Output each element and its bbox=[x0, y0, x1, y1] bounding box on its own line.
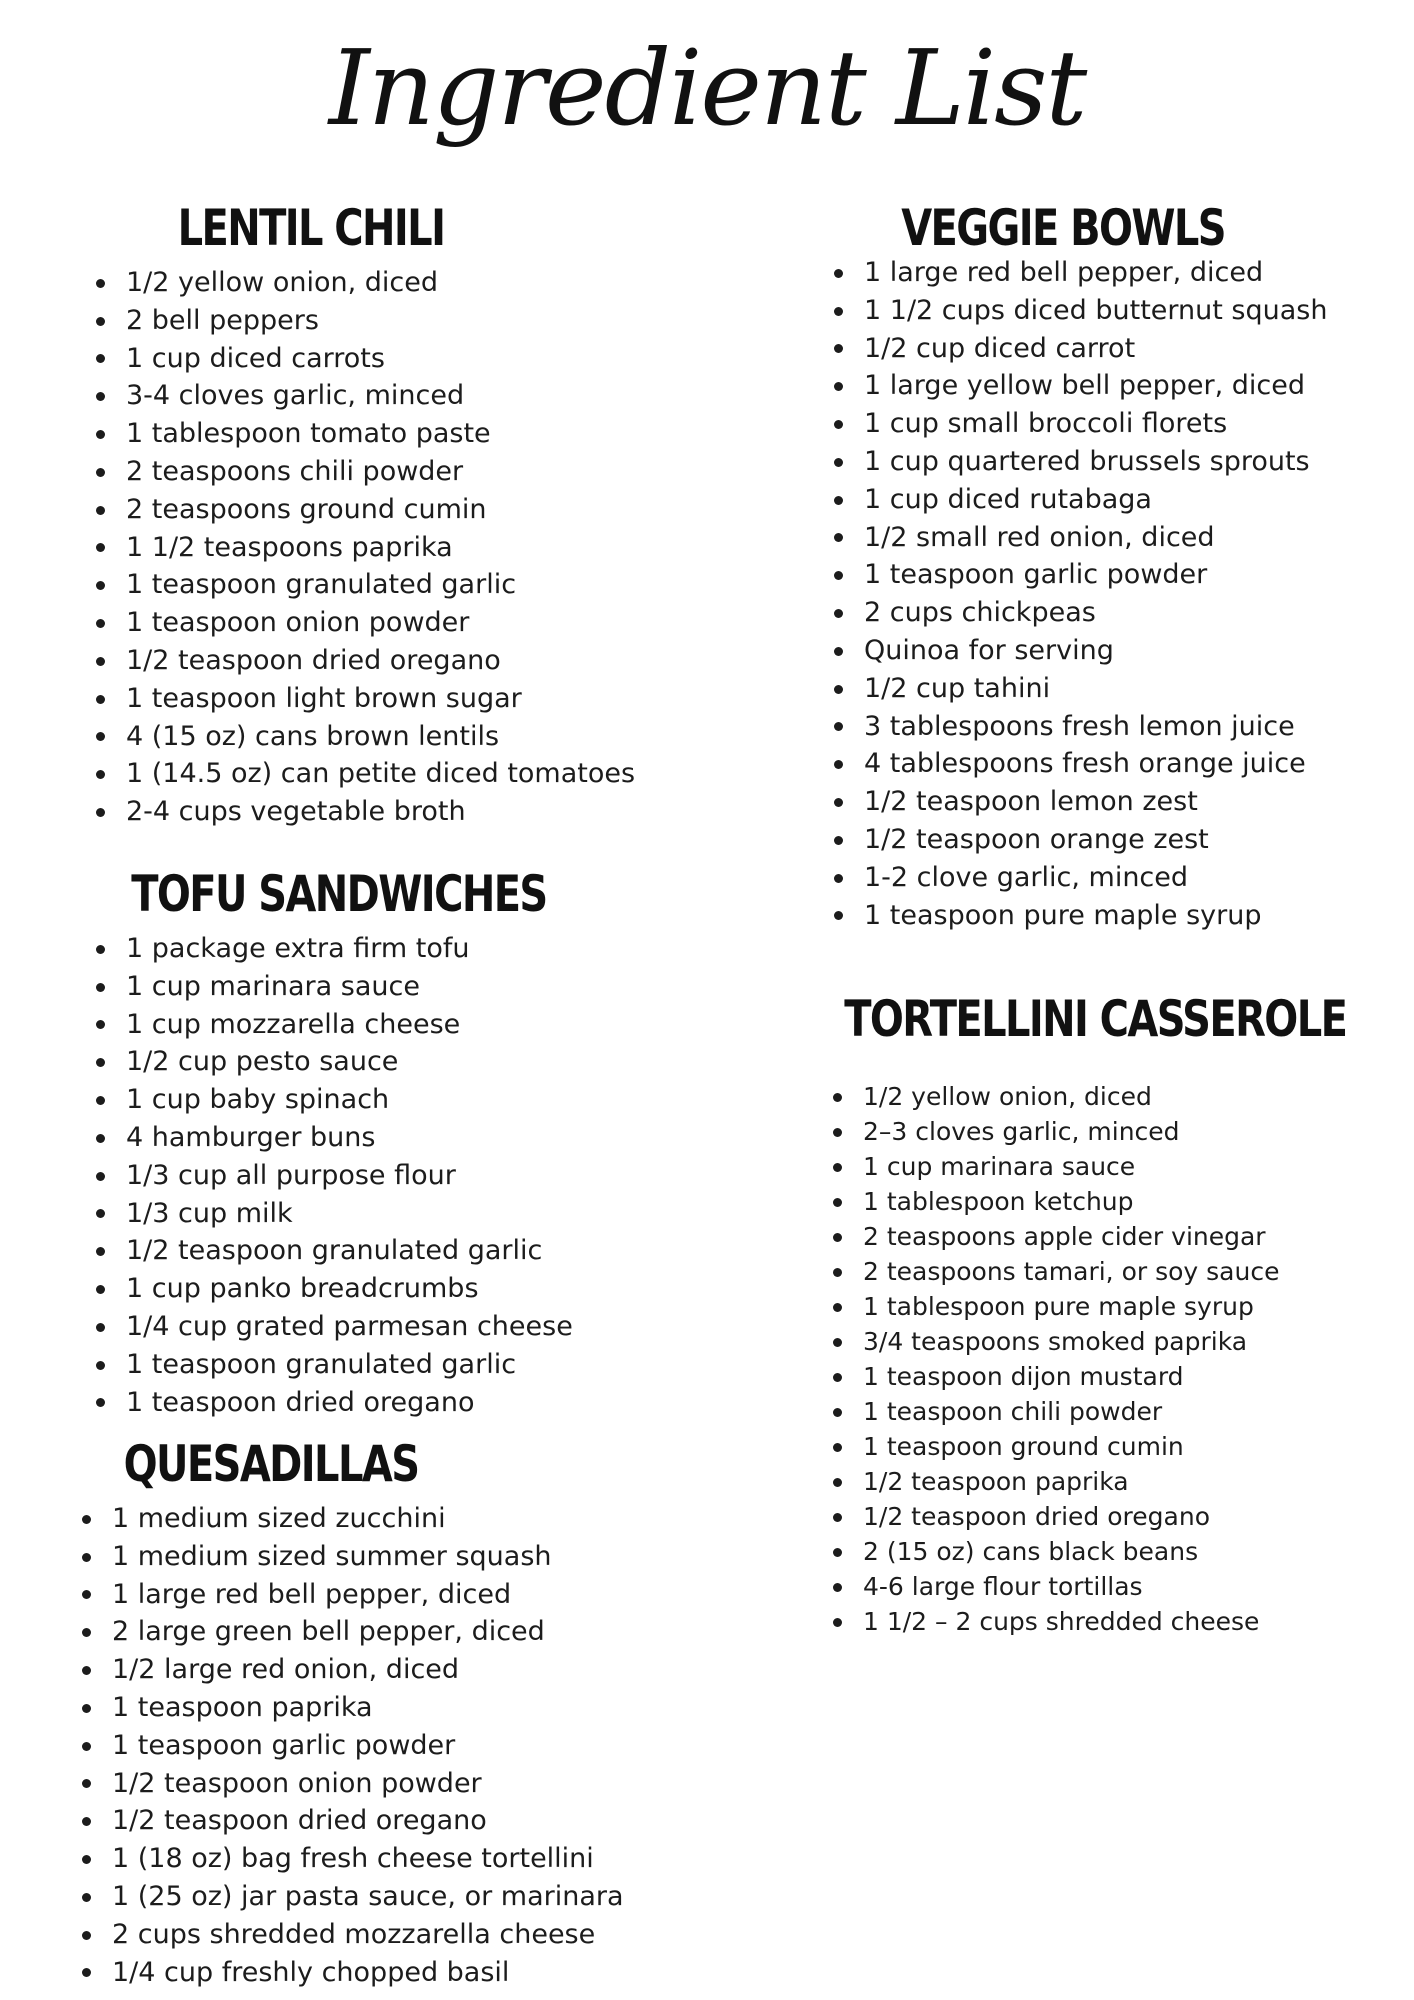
ingredient-item: 3/4 teaspoons smoked paprika bbox=[833, 1324, 1414, 1359]
ingredient-item: 1 (25 oz) jar pasta sauce, or marinara bbox=[82, 1878, 624, 1916]
ingredient-item: 1 1/2 – 2 cups shredded cheese bbox=[833, 1604, 1414, 1639]
ingredient-item: 1 tablespoon ketchup bbox=[833, 1184, 1414, 1219]
ingredient-item: 1/2 teaspoon dried oregano bbox=[96, 642, 635, 680]
ingredient-list bbox=[833, 1079, 1414, 1639]
ingredient-item: 1/2 yellow onion, diced bbox=[96, 264, 635, 302]
ingredient-item: 1 tablespoon tomato paste bbox=[96, 415, 635, 453]
ingredient-item: 1 teaspoon granulated garlic bbox=[96, 566, 635, 604]
ingredient-item: 1 teaspoon granulated garlic bbox=[96, 1346, 659, 1384]
ingredient-item: 1 package extra firm tofu bbox=[96, 930, 659, 968]
ingredient-item: 1/2 teaspoon dried oregano bbox=[833, 1499, 1414, 1534]
section-tofu-sandwiches bbox=[96, 858, 659, 1421]
ingredient-item: 1 teaspoon onion powder bbox=[96, 604, 635, 642]
section-heading: LENTIL CHILI bbox=[177, 199, 445, 257]
ingredient-item: 2 teaspoons tamari, or soy sauce bbox=[833, 1254, 1414, 1289]
ingredient-item: 2 teaspoons chili powder bbox=[96, 453, 635, 491]
ingredient-item: Quinoa for serving bbox=[834, 632, 1327, 670]
ingredient-item: 1 teaspoon chili powder bbox=[833, 1394, 1414, 1429]
section-tortellini-casserole bbox=[833, 983, 1414, 1639]
ingredient-item: 2 large green bell pepper, diced bbox=[82, 1613, 624, 1651]
ingredient-item: 1 teaspoon paprika bbox=[82, 1689, 624, 1727]
ingredient-item: 1/2 teaspoon dried oregano bbox=[82, 1802, 624, 1840]
ingredient-item: 1/3 cup all purpose flour bbox=[96, 1157, 659, 1195]
ingredient-item: 1 teaspoon light brown sugar bbox=[96, 680, 635, 718]
ingredient-item: 1/2 cup diced carrot bbox=[834, 330, 1327, 368]
ingredient-item: 1 cup quartered brussels sprouts bbox=[834, 443, 1327, 481]
ingredient-item: 1/2 teaspoon granulated garlic bbox=[96, 1232, 659, 1270]
section-heading: TORTELLINI CASSEROLE bbox=[844, 990, 1347, 1048]
ingredient-item: 1/2 cup pesto sauce bbox=[96, 1043, 659, 1081]
ingredient-item: 1/2 yellow onion, diced bbox=[833, 1079, 1414, 1114]
ingredient-item: 1/4 cup freshly chopped basil bbox=[82, 1954, 624, 1992]
page-title: Ingredient List bbox=[328, 27, 1086, 149]
section-veggie-bowls bbox=[834, 192, 1327, 934]
ingredient-item: 1/2 teaspoon lemon zest bbox=[834, 783, 1327, 821]
ingredient-item: 2 (15 oz) cans black beans bbox=[833, 1534, 1414, 1569]
ingredient-item: 1 large red bell pepper, diced bbox=[82, 1576, 624, 1614]
section-heading: QUESADILLAS bbox=[123, 1435, 419, 1493]
ingredient-item: 4-6 large flour tortillas bbox=[833, 1569, 1414, 1604]
ingredient-item: 4 hamburger buns bbox=[96, 1119, 659, 1157]
ingredient-item: 1 teaspoon garlic powder bbox=[82, 1727, 624, 1765]
ingredient-list bbox=[82, 1500, 624, 1991]
ingredient-item: 1 1/2 cups diced butternut squash bbox=[834, 292, 1327, 330]
ingredient-item: 1/2 teaspoon onion powder bbox=[82, 1765, 624, 1803]
ingredient-item: 1-2 clove garlic, minced bbox=[834, 859, 1327, 897]
section-quesadillas bbox=[82, 1428, 624, 1991]
section-heading: TOFU SANDWICHES bbox=[131, 865, 547, 923]
ingredient-item: 4 (15 oz) cans brown lentils bbox=[96, 718, 635, 756]
ingredient-item: 1 large red bell pepper, diced bbox=[834, 254, 1327, 292]
ingredient-item: 1 (14.5 oz) can petite diced tomatoes bbox=[96, 755, 635, 793]
ingredient-item: 3-4 cloves garlic, minced bbox=[96, 377, 635, 415]
ingredient-item: 2 cups chickpeas bbox=[834, 594, 1327, 632]
ingredient-item: 1 large yellow bell pepper, diced bbox=[834, 367, 1327, 405]
ingredient-item: 2 bell peppers bbox=[96, 302, 635, 340]
ingredient-item: 1 tablespoon pure maple syrup bbox=[833, 1289, 1414, 1324]
ingredient-item: 1 teaspoon garlic powder bbox=[834, 556, 1327, 594]
ingredient-list bbox=[834, 254, 1327, 934]
ingredient-item: 1/2 large red onion, diced bbox=[82, 1651, 624, 1689]
ingredient-item: 1 (18 oz) bag fresh cheese tortellini bbox=[82, 1840, 624, 1878]
ingredient-item: 2-4 cups vegetable broth bbox=[96, 793, 635, 831]
ingredient-item: 1 teaspoon pure maple syrup bbox=[834, 897, 1327, 935]
ingredient-item: 4 tablespoons fresh orange juice bbox=[834, 745, 1327, 783]
ingredient-list bbox=[96, 930, 659, 1421]
ingredient-item: 1 cup marinara sauce bbox=[833, 1149, 1414, 1184]
ingredient-item: 1 cup diced carrots bbox=[96, 340, 635, 378]
ingredient-item: 1/3 cup milk bbox=[96, 1195, 659, 1233]
ingredient-item: 1/4 cup grated parmesan cheese bbox=[96, 1308, 659, 1346]
section-lentil-chili bbox=[96, 192, 635, 831]
ingredient-item: 1 teaspoon dried oregano bbox=[96, 1384, 659, 1422]
ingredient-item: 1 cup diced rutabaga bbox=[834, 481, 1327, 519]
ingredient-item: 1/2 teaspoon paprika bbox=[833, 1464, 1414, 1499]
ingredient-item: 1 cup small broccoli florets bbox=[834, 405, 1327, 443]
ingredient-item: 1 cup marinara sauce bbox=[96, 968, 659, 1006]
ingredient-item: 1 teaspoon dijon mustard bbox=[833, 1359, 1414, 1394]
ingredient-item: 1/2 small red onion, diced bbox=[834, 519, 1327, 557]
ingredient-item: 1 teaspoon ground cumin bbox=[833, 1429, 1414, 1464]
ingredient-item: 3 tablespoons fresh lemon juice bbox=[834, 708, 1327, 746]
ingredient-item: 1 medium sized summer squash bbox=[82, 1538, 624, 1576]
ingredient-item: 2 cups shredded mozzarella cheese bbox=[82, 1916, 624, 1954]
ingredient-item: 1 medium sized zucchini bbox=[82, 1500, 624, 1538]
ingredient-item: 1 1/2 teaspoons paprika bbox=[96, 529, 635, 567]
ingredient-item: 2–3 cloves garlic, minced bbox=[833, 1114, 1414, 1149]
ingredient-item: 2 teaspoons apple cider vinegar bbox=[833, 1219, 1414, 1254]
ingredient-item: 1/2 teaspoon orange zest bbox=[834, 821, 1327, 859]
section-heading: VEGGIE BOWLS bbox=[901, 199, 1225, 257]
ingredient-item: 1 cup mozzarella cheese bbox=[96, 1006, 659, 1044]
ingredient-item: 1 cup panko breadcrumbs bbox=[96, 1270, 659, 1308]
ingredient-item: 1 cup baby spinach bbox=[96, 1081, 659, 1119]
ingredient-list bbox=[96, 264, 635, 831]
ingredient-item: 2 teaspoons ground cumin bbox=[96, 491, 635, 529]
ingredient-item: 1/2 cup tahini bbox=[834, 670, 1327, 708]
